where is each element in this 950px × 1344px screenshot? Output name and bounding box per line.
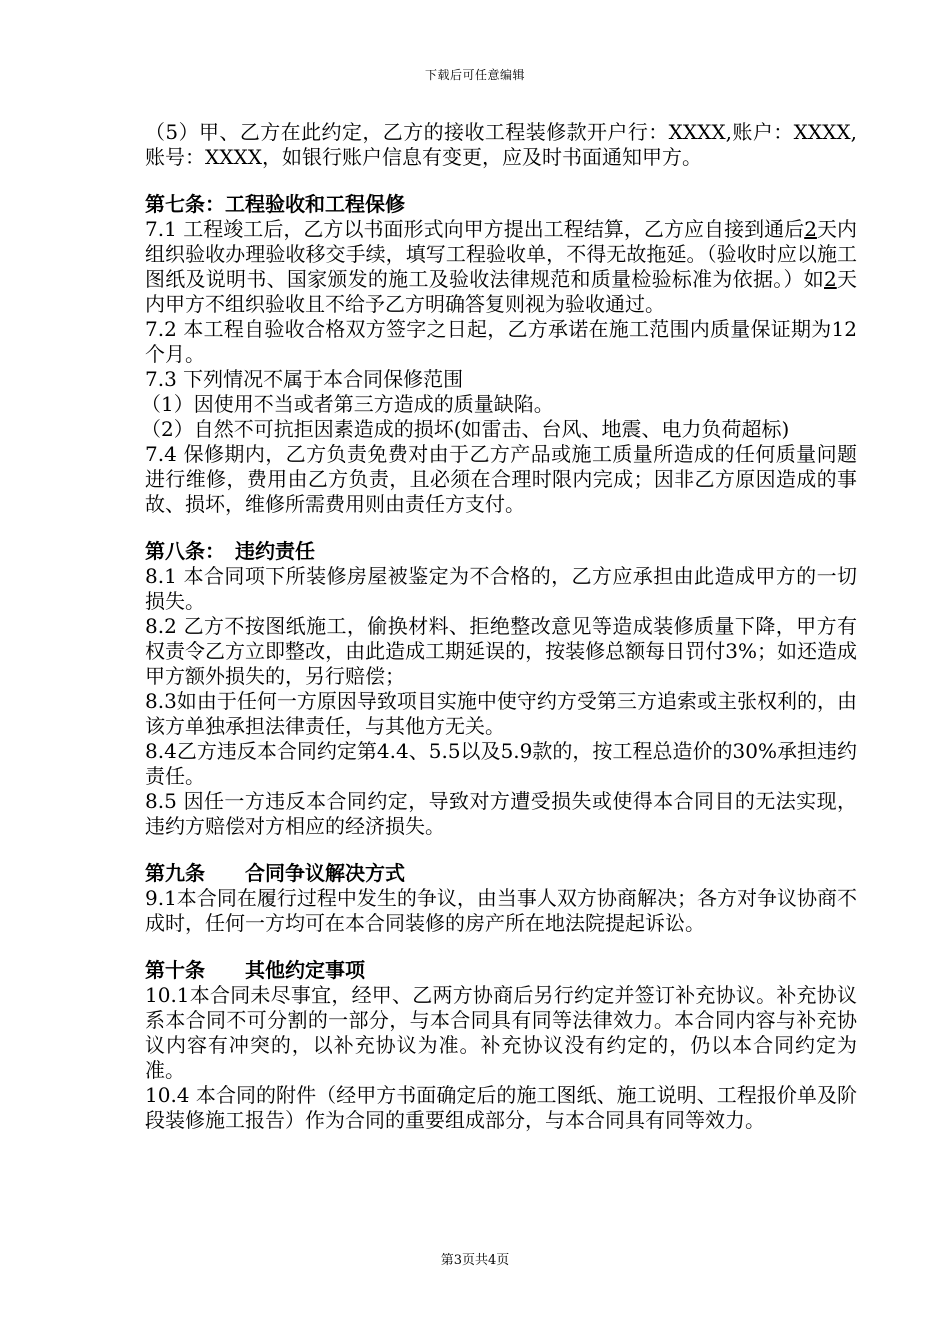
text-7-1-part-b: 天内组织验收办理验收移交手续，填写工程验收单，不得无故拖延。（验收时应以施工图纸及说明书、国家颁发的施工及验收法律规范和质量检验标准为依据。）如 [145, 217, 858, 291]
paragraph-8-5: 8.5 因任一方违反本合同约定，导致对方遭受损失或使得本合同目的无法实现，违约方赔偿对方相应的经济损失。 [145, 789, 857, 838]
paragraph-7-4: 7.4 保修期内，乙方负责免费对由于乙方产品或施工质量所造成的任何质量问题进行维修，费用由乙方负责，且必须在合理时限内完成；因非乙方原因造成的事故、损坏，维修所需费用则由责任方支付。 [145, 442, 857, 516]
page-number-footer: 第3页共4页 [440, 1253, 510, 1268]
document-body [141, 120, 858, 1133]
paragraph-7-2: 7.2 本工程自验收合格双方签字之日起，乙方承诺在施工范围内质量保证期为12个月。 [145, 317, 857, 366]
paragraph-8-3: 8.3如由于任何一方原因导致项目实施中使守约方受第三方追索或主张权利的，由该方单独承担法律责任，与其他方无关。 [145, 689, 857, 738]
paragraph-10-4: 10.4 本合同的附件（经甲方书面确定后的施工图纸、施工说明、工程报价单及阶段装修施工报告）作为合同的重要组成部分，与本合同具有同等效力。 [145, 1083, 857, 1132]
paragraph-7-3-item-1: （1）因使用不当或者第三方造成的质量缺陷。 [141, 392, 554, 416]
paragraph-payment-account: （5）甲、乙方在此约定，乙方的接收工程装修款开户行：XXXX,账户：XXXX,账号：XXXX，如银行账户信息有变更，应及时书面通知甲方。 [145, 120, 857, 169]
heading-article-8: 第八条： 违约责任 [145, 539, 315, 563]
paragraph-8-4: 8.4乙方违反本合同约定第4.4、5.5以及5.9款的，按工程总造价的30%承担违约责任。 [145, 739, 857, 788]
heading-article-10: 第十条 其他约定事项 [145, 958, 365, 982]
text-7-1-part-c: 天内甲方不组织验收且不给予乙方明确答复则视为验收通过。 [145, 267, 858, 316]
paragraph-10-1: 10.1本合同未尽事宜，经甲、乙两方协商后另行约定并签订补充协议。补充协议系本合同不可分割的一部分，与本合同具有同等法律效力。本合同内容与补充协议内容有冲突的，以补充协议为准。补充协议没有约定的，仍以本合同约定为准。 [145, 983, 857, 1082]
paragraph-8-1: 8.1 本合同项下所装修房屋被鉴定为不合格的，乙方应承担由此造成甲方的一切损失。 [145, 564, 857, 613]
heading-article-7: 第七条：工程验收和工程保修 [145, 192, 405, 216]
paragraph-7-3: 7.3 下列情况不属于本合同保修范围 [145, 367, 464, 391]
header-note: 下载后可任意编辑 [424, 68, 525, 82]
paragraph-9-1: 9.1本合同在履行过程中发生的争议，由当事人双方协商解决；各方对争议协商不成时，任何一方均可在本合同装修的房产所在地法院提起诉讼。 [145, 886, 857, 935]
paragraph-8-2: 8.2 乙方不按图纸施工，偷换材料、拒绝整改意见等造成装修质量下降，甲方有权责令乙方立即整改，由此造成工期延误的，按装修总额每日罚付3%；如还造成甲方额外损失的，另行赔偿； [145, 614, 857, 688]
paragraph-7-1 [145, 217, 857, 317]
text-7-1-days-2: 2 [824, 267, 837, 291]
text-7-1-days-1: 2 [804, 217, 817, 241]
heading-article-9: 第九条 合同争议解决方式 [145, 861, 405, 885]
text-7-1-part-a: 7.1 工程竣工后，乙方以书面形式向甲方提出工程结算，乙方应自接到通后 [145, 217, 805, 241]
paragraph-7-3-item-2: （2）自然不可抗拒因素造成的损坏(如雷击、台风、地震、电力负荷超标) [141, 417, 790, 441]
